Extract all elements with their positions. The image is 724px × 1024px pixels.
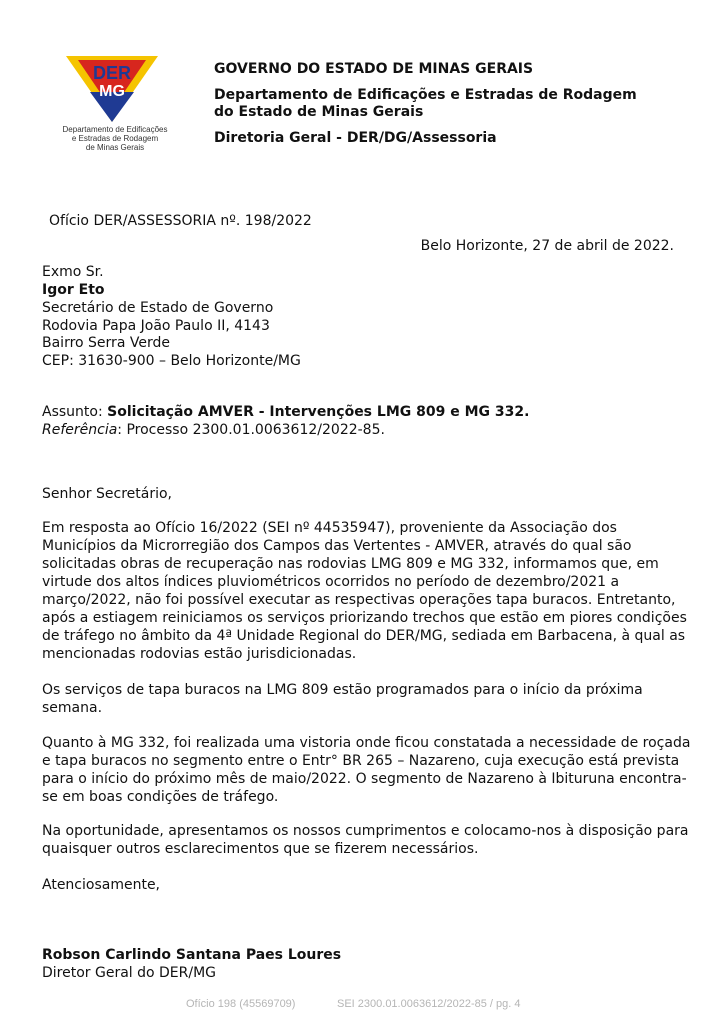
office-reference: Ofício DER/ASSESSORIA nº. 198/2022 bbox=[49, 213, 312, 229]
subject-label: Assunto: bbox=[42, 404, 108, 420]
reference-text: : Processo 2300.01.0063612/2022-85. bbox=[117, 422, 385, 438]
department-line-1: Departamento de Edificações e Estradas de Rodagem bbox=[214, 87, 637, 103]
body-paragraph-4: Na oportunidade, apresentamos os nossos cumprimentos e colocamo-nos à disposição para quaisquer outros esclarecimentos que se fizerem necessários. bbox=[42, 823, 689, 857]
subject-line bbox=[42, 403, 529, 421]
reference-line bbox=[42, 421, 385, 439]
place-date: Belo Horizonte, 27 de abril de 2022. bbox=[420, 238, 674, 254]
signer-name: Robson Carlindo Santana Paes Loures bbox=[42, 947, 342, 963]
department-line-2: do Estado de Minas Gerais bbox=[214, 104, 424, 120]
government-title: GOVERNO DO ESTADO DE MINAS GERAIS bbox=[214, 61, 534, 77]
recipient-title: Secretário de Estado de Governo bbox=[42, 300, 274, 316]
greeting: Senhor Secretário, bbox=[42, 486, 173, 502]
reference-label: Referência bbox=[42, 422, 118, 438]
body-paragraph-3: Quanto à MG 332, foi realizada uma vistoria onde ficou constatada a necessidade de roçada e tapa buracos no segmento entre o Entr° BR 265 – Nazareno, cuja execução está prevista para o início do próximo mês de maio/2022. O segmento de Nazareno à Ibituruna encontra-se em boas condições de tráfego. bbox=[42, 735, 691, 805]
subject-text: Solicitação AMVER - Intervenções LMG 809 e MG 332. bbox=[107, 404, 530, 420]
logo-caption bbox=[52, 125, 178, 152]
footer-doc-id: Ofício 198 (45569709) bbox=[186, 998, 296, 1010]
body-paragraph-1: Em resposta ao Ofício 16/2022 (SEI nº 44535947), proveniente da Associação dos Municípios da Microrregião dos Campos das Vertentes - AMVER, através do qual são solicitadas obras de recuperação nas rodovias LMG 809 e MG 332, informamos que, em virtude dos altos índices pluviométricos ocorridos no período de dezembro/2021 a março/2022, não foi possível executar as respectivas operações tapa buracos. Entretanto, após a estiagem reiniciamos os serviços priorizando trechos que estão em piores condições de tráfego no âmbito da 4ª Unidade Regional do DER/MG, sediada em Barbacena, à qual as mencionadas rodovias estão jurisdicionadas. bbox=[42, 520, 687, 662]
recipient-salutation: Exmo Sr. bbox=[42, 264, 104, 280]
directorate-title: Diretoria Geral - DER/DG/Assessoria bbox=[214, 130, 497, 146]
footer-sei-reference: SEI 2300.01.0063612/2022-85 / pg. 4 bbox=[337, 998, 521, 1010]
recipient-district: Bairro Serra Verde bbox=[42, 335, 170, 351]
logo-caption-line: de Minas Gerais bbox=[85, 143, 145, 152]
signer-title: Diretor Geral do DER/MG bbox=[42, 965, 217, 981]
recipient-street: Rodovia Papa João Paulo II, 4143 bbox=[42, 318, 270, 334]
logo-caption-line: e Estradas de Rodagem bbox=[71, 134, 159, 143]
closing: Atenciosamente, bbox=[42, 877, 161, 893]
body-paragraph-2: Os serviços de tapa buracos na LMG 809 estão programados para o início da próxima semana. bbox=[42, 682, 643, 716]
logo-text-bottom: MG bbox=[99, 83, 125, 100]
logo-caption-line: Departamento de Edificações bbox=[62, 125, 168, 134]
logo-text-top: DER bbox=[92, 63, 132, 83]
recipient-name: Igor Eto bbox=[42, 282, 105, 298]
recipient-cep: CEP: 31630-900 – Belo Horizonte/MG bbox=[42, 353, 301, 369]
